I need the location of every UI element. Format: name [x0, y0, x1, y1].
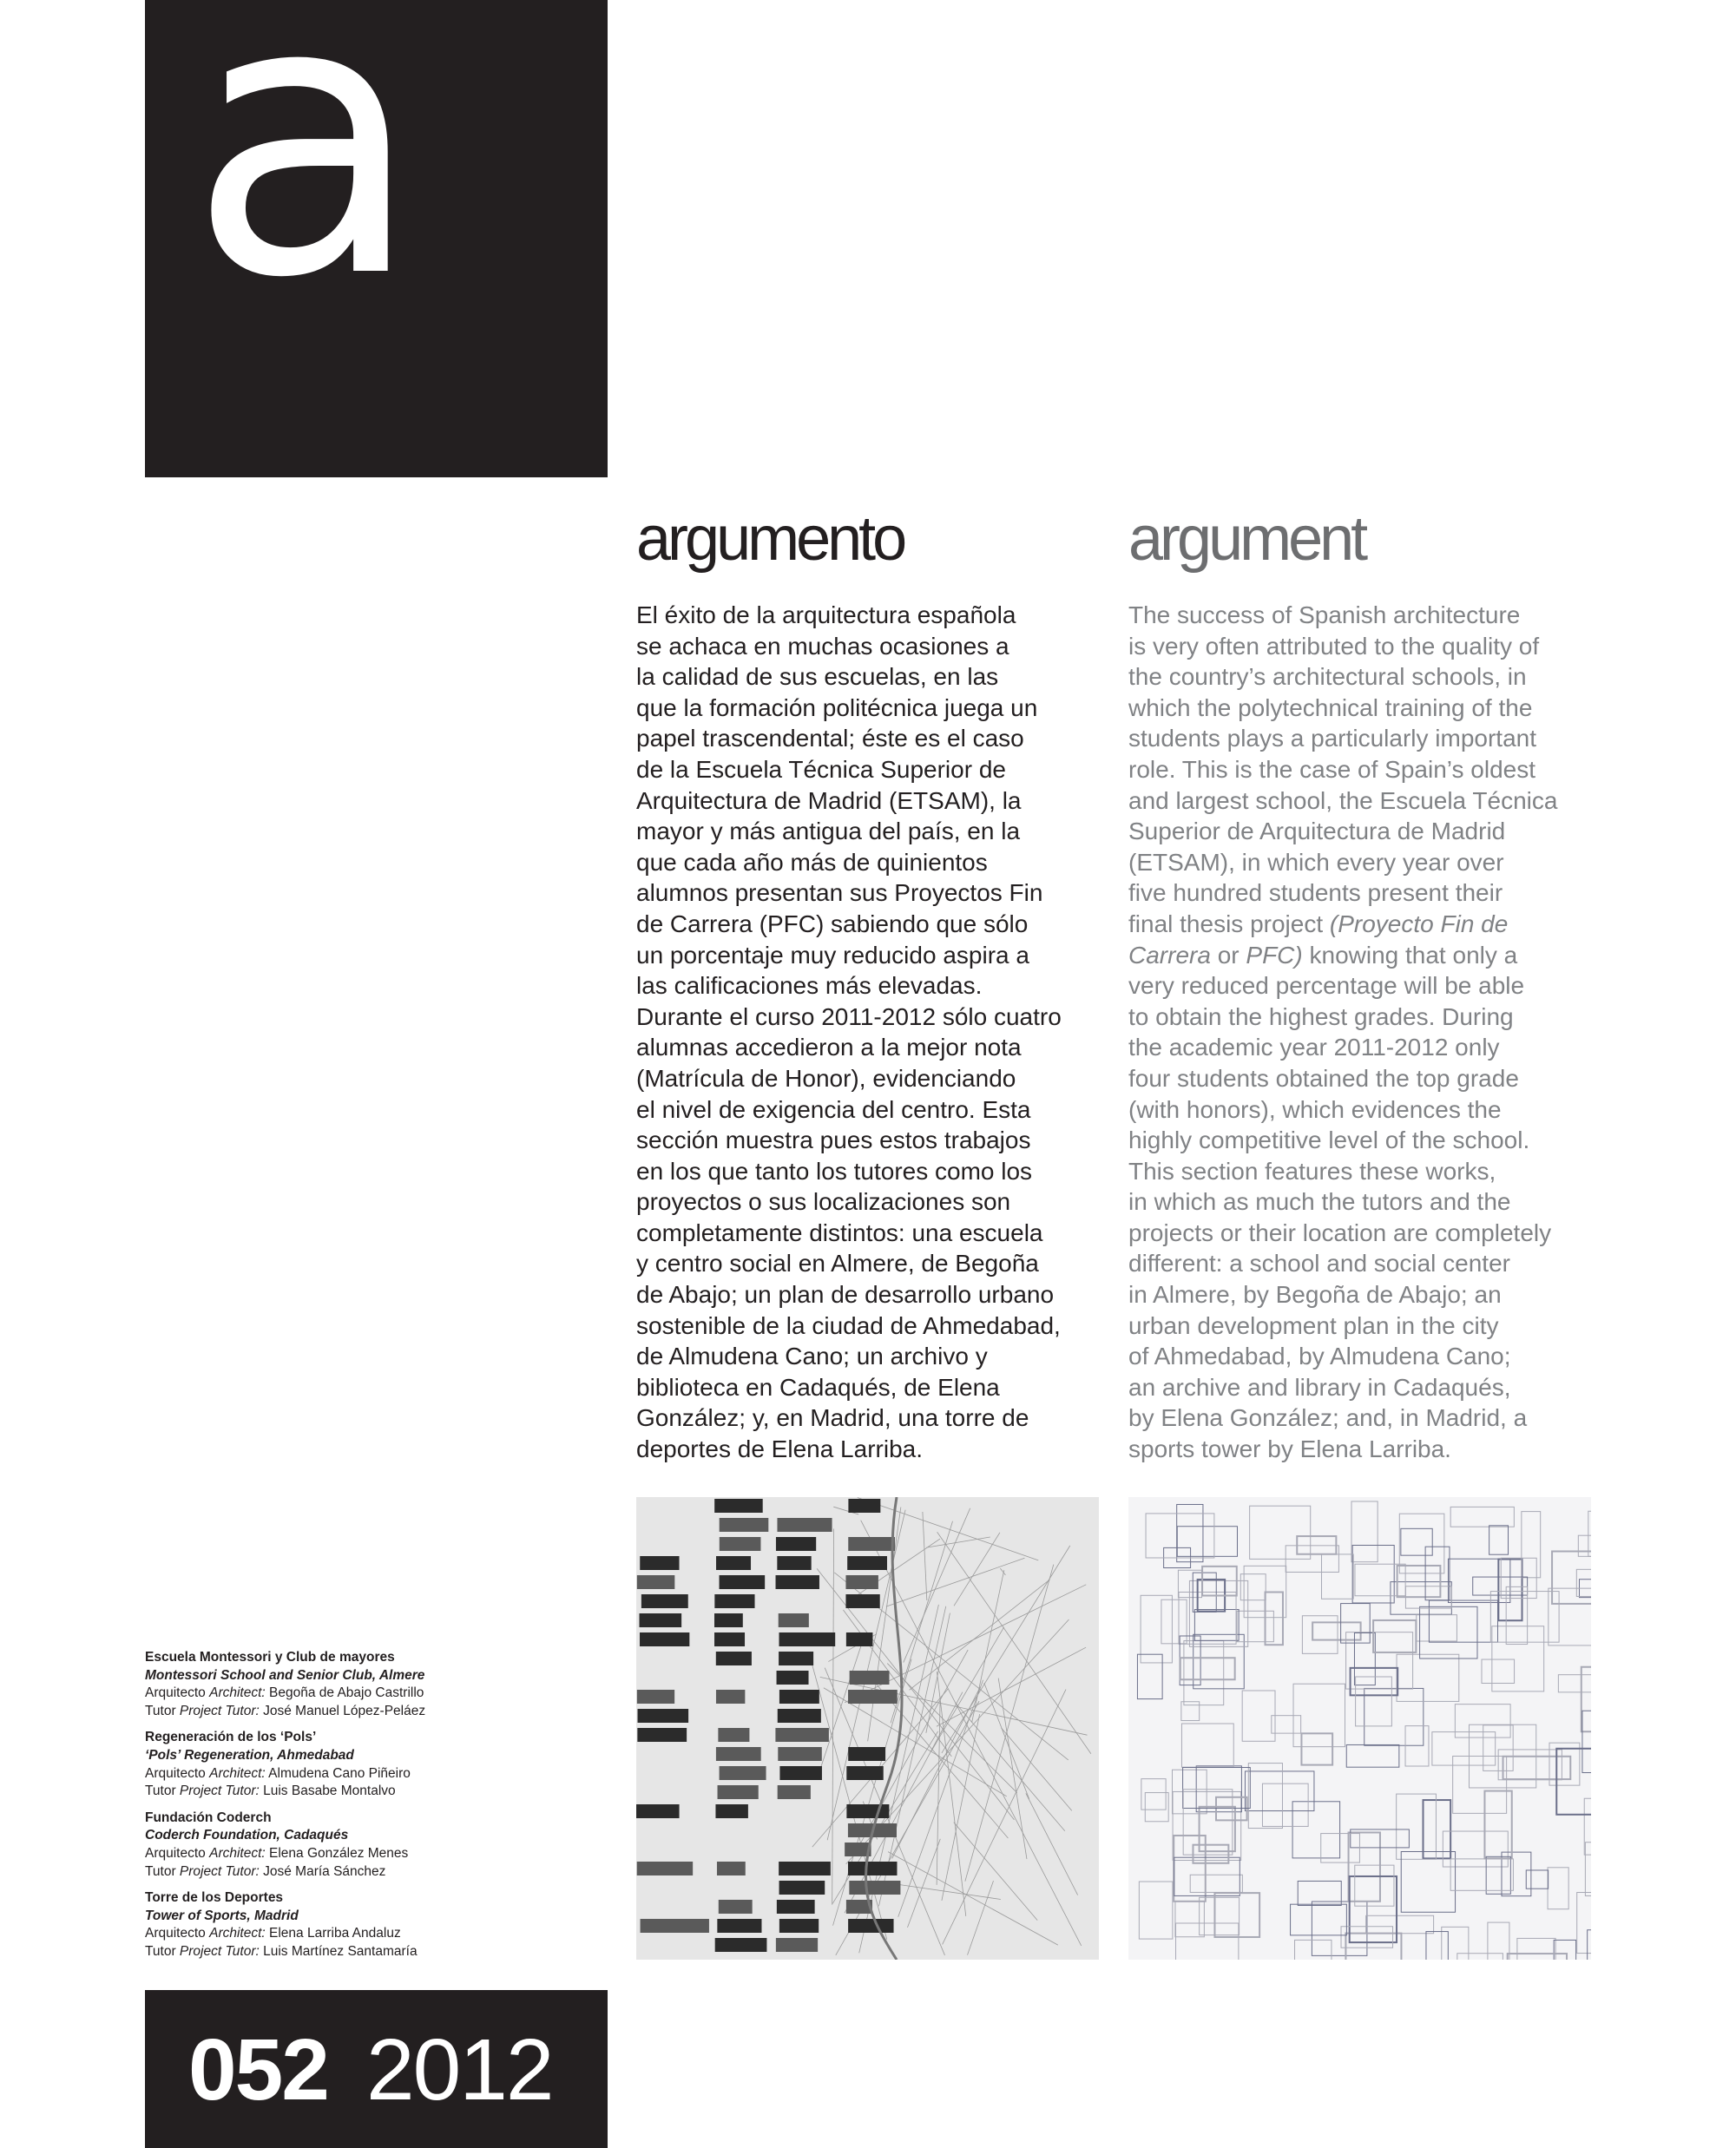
site-plan-drawing-ahmedabad	[636, 1497, 1099, 1960]
text-line: El éxito de la arquitectura española	[636, 601, 1016, 628]
text-line: en los que tanto los tutores como los	[636, 1157, 1033, 1185]
credit-architect	[145, 1845, 596, 1863]
role-label: Arquitecto	[145, 1845, 210, 1861]
title-argumento: argumento	[636, 504, 904, 574]
text-line: alumnas accedieron a la mejor nota	[636, 1034, 1022, 1061]
credit-architect	[145, 1925, 596, 1943]
text-line: (Matrícula de Honor), evidenciando	[636, 1064, 1016, 1092]
text-run: is very often attributed to the quality of	[1128, 632, 1540, 660]
text-line: las calificaciones más elevadas.	[636, 972, 983, 1000]
body-spanish	[636, 600, 1122, 1465]
text-line	[1128, 816, 1614, 847]
text-line	[1128, 1002, 1614, 1033]
credit-entry	[145, 1729, 596, 1800]
text-line	[1128, 1186, 1614, 1218]
issue-number: 052	[188, 2021, 328, 2118]
text-line	[1128, 1434, 1614, 1465]
text-line	[1128, 847, 1614, 878]
text-line: alumnos presentan sus Proyectos Fin	[636, 879, 1043, 907]
text-line	[1128, 1094, 1614, 1126]
body-english	[1128, 600, 1614, 1465]
role-label: Tutor	[145, 1863, 180, 1879]
credit-subtitle: Montessori School and Senior Club, Almere	[145, 1667, 425, 1683]
text-line	[1128, 631, 1614, 662]
text-line: deportes de Elena Larriba.	[636, 1435, 923, 1463]
text-run: an archive and library in Cadaqués,	[1128, 1373, 1511, 1401]
person-name: Luis Martínez Santamaría	[259, 1943, 418, 1959]
credit-entry	[145, 1649, 596, 1720]
text-run: in Almere, by Begoña de Abajo; an	[1128, 1281, 1502, 1309]
text-line: el nivel de exigencia del centro. Esta	[636, 1095, 1031, 1123]
italic-run: Carrera	[1128, 941, 1211, 969]
credit-entry	[145, 1810, 596, 1881]
person-name: Begoña de Abajo Castrillo	[265, 1685, 424, 1701]
text-line: que la formación politécnica juega un	[636, 693, 1038, 721]
logo-letter: a	[188, 0, 414, 361]
text-run: highly competitive level of the school.	[1128, 1127, 1530, 1154]
text-run: urban development plan in the city	[1128, 1311, 1499, 1339]
text-run: by Elena González; and, in Madrid, a	[1128, 1404, 1528, 1432]
credit-subtitle: Tower of Sports, Madrid	[145, 1908, 299, 1923]
text-run: The success of Spanish architecture	[1128, 601, 1521, 628]
text-line: se achaca en muchas ocasiones a	[636, 632, 1009, 660]
italic-run: PFC)	[1246, 941, 1303, 969]
text-line: proyectos o sus localizaciones son	[636, 1188, 1011, 1216]
text-run: This section features these works,	[1128, 1157, 1496, 1185]
credit-tutor	[145, 1783, 596, 1801]
title-argument: argument	[1128, 504, 1365, 574]
text-line	[1128, 1372, 1614, 1403]
text-line: González; y, en Madrid, una torre de	[636, 1404, 1029, 1432]
text-line: de Almudena Cano; un archivo y	[636, 1343, 988, 1370]
text-line: un porcentaje muy reducido aspira a	[636, 941, 1029, 969]
text-run: students plays a particularly important	[1128, 725, 1536, 752]
role-label-en: Architect:	[209, 1845, 266, 1861]
role-label: Tutor	[145, 1703, 180, 1718]
issue-block	[145, 1990, 608, 2148]
text-run: final thesis project	[1128, 910, 1330, 937]
text-run: in which as much the tutors and the	[1128, 1188, 1511, 1216]
credit-entry	[145, 1889, 596, 1961]
text-line	[1128, 1125, 1614, 1156]
text-line: Arquitectura de Madrid (ETSAM), la	[636, 786, 1022, 814]
urban-plan-illustration	[1128, 1497, 1591, 1960]
role-label-en: Project Tutor:	[179, 1703, 260, 1718]
site-plan-illustration	[636, 1497, 1099, 1960]
text-line	[1128, 785, 1614, 817]
person-name: Almudena Cano Piñeiro	[265, 1765, 411, 1781]
text-line	[1128, 754, 1614, 785]
italic-run: (Proyecto Fin de	[1329, 910, 1509, 937]
credit-subtitle: Coderch Foundation, Cadaqués	[145, 1828, 349, 1843]
text-line: mayor y más antigua del país, en la	[636, 818, 1021, 845]
text-line	[1128, 723, 1614, 754]
text-run: to obtain the highest grades. During	[1128, 1002, 1514, 1030]
role-label-en: Architect:	[209, 1765, 266, 1781]
text-run: of Ahmedabad, by Almudena Cano;	[1128, 1343, 1511, 1370]
text-run: Superior de Arquitectura de Madrid	[1128, 818, 1506, 845]
credit-title: Regeneración de los ‘Pols’	[145, 1730, 317, 1745]
text-line	[1128, 1156, 1614, 1187]
text-run: the country’s architectural schools, in	[1128, 663, 1527, 691]
role-label-en: Project Tutor:	[179, 1943, 260, 1959]
role-label: Tutor	[145, 1943, 180, 1959]
text-run: (with honors), which evidences the	[1128, 1095, 1502, 1123]
credit-title: Fundación Coderch	[145, 1810, 272, 1825]
text-run: role. This is the case of Spain’s oldest	[1128, 755, 1535, 783]
role-label-en: Architect:	[209, 1685, 266, 1701]
text-run: knowing that only a	[1302, 941, 1518, 969]
text-run: five hundred students present their	[1128, 879, 1503, 907]
text-line	[1128, 940, 1614, 971]
text-line	[1128, 1279, 1614, 1310]
credit-architect	[145, 1765, 596, 1783]
text-line: Durante el curso 2011-2012 sólo cuatro	[636, 1002, 1062, 1030]
text-line: papel trascendental; éste es el caso	[636, 725, 1024, 752]
role-label-en: Project Tutor:	[179, 1783, 260, 1799]
text-run: the academic year 2011-2012 only	[1128, 1034, 1500, 1061]
text-run: (ETSAM), in which every year over	[1128, 848, 1504, 876]
person-name: José María Sánchez	[259, 1863, 386, 1879]
text-line	[1128, 1310, 1614, 1342]
text-line: de Carrera (PFC) sabiendo que sólo	[636, 910, 1029, 937]
text-line	[1128, 661, 1614, 693]
text-line: de la Escuela Técnica Superior de	[636, 755, 1006, 783]
role-label: Arquitecto	[145, 1685, 210, 1701]
role-label-en: Project Tutor:	[179, 1863, 260, 1879]
urban-fabric-plan-drawing	[1128, 1497, 1591, 1960]
credit-subtitle: ‘Pols’ Regeneration, Ahmedabad	[145, 1747, 354, 1763]
text-line: sección muestra pues estos trabajos	[636, 1127, 1031, 1154]
text-line	[1128, 1218, 1614, 1249]
text-line	[1128, 600, 1614, 631]
person-name: José Manuel López-Peláez	[259, 1703, 426, 1718]
text-line	[1128, 1341, 1614, 1372]
credit-tutor	[145, 1863, 596, 1882]
text-run: four students obtained the top grade	[1128, 1064, 1519, 1092]
text-line	[1128, 1402, 1614, 1434]
text-line	[1128, 1032, 1614, 1063]
credit-title: Escuela Montessori y Club de mayores	[145, 1650, 395, 1665]
credit-tutor	[145, 1703, 596, 1721]
role-label-en: Architect:	[209, 1926, 266, 1941]
project-credits	[145, 1649, 596, 1970]
text-line: que cada año más de quinientos	[636, 848, 988, 876]
role-label: Tutor	[145, 1783, 180, 1799]
logo-block	[145, 0, 608, 477]
role-label: Arquitecto	[145, 1765, 210, 1781]
text-line	[1128, 1248, 1614, 1279]
text-run: different: a school and social center	[1128, 1250, 1510, 1278]
text-line: completamente distintos: una escuela	[636, 1219, 1043, 1246]
text-line: sostenible de la ciudad de Ahmedabad,	[636, 1311, 1061, 1339]
text-run: projects or their location are completely	[1128, 1219, 1552, 1246]
text-run: sports tower by Elena Larriba.	[1128, 1435, 1451, 1463]
text-line	[1128, 1063, 1614, 1094]
text-run: and largest school, the Escuela Técnica	[1128, 786, 1558, 814]
text-line	[1128, 970, 1614, 1002]
text-run: which the polytechnical training of the	[1128, 693, 1533, 721]
text-line: la calidad de sus escuelas, en las	[636, 663, 999, 691]
issue-year: 2012	[366, 2021, 553, 2118]
credit-tutor	[145, 1943, 596, 1961]
text-line	[1128, 693, 1614, 724]
person-name: Elena Larriba Andaluz	[265, 1926, 401, 1941]
text-line	[1128, 877, 1614, 909]
credit-title: Torre de los Deportes	[145, 1890, 284, 1906]
person-name: Luis Basabe Montalvo	[259, 1783, 396, 1799]
text-line: y centro social en Almere, de Begoña	[636, 1250, 1039, 1278]
text-line: de Abajo; un plan de desarrollo urbano	[636, 1281, 1055, 1309]
person-name: Elena González Menes	[265, 1845, 409, 1861]
text-line	[1128, 909, 1614, 940]
text-run: very reduced percentage will be able	[1128, 972, 1525, 1000]
role-label: Arquitecto	[145, 1926, 210, 1941]
text-run: or	[1210, 941, 1246, 969]
text-line: biblioteca en Cadaqués, de Elena	[636, 1373, 1000, 1401]
credit-architect	[145, 1685, 596, 1703]
